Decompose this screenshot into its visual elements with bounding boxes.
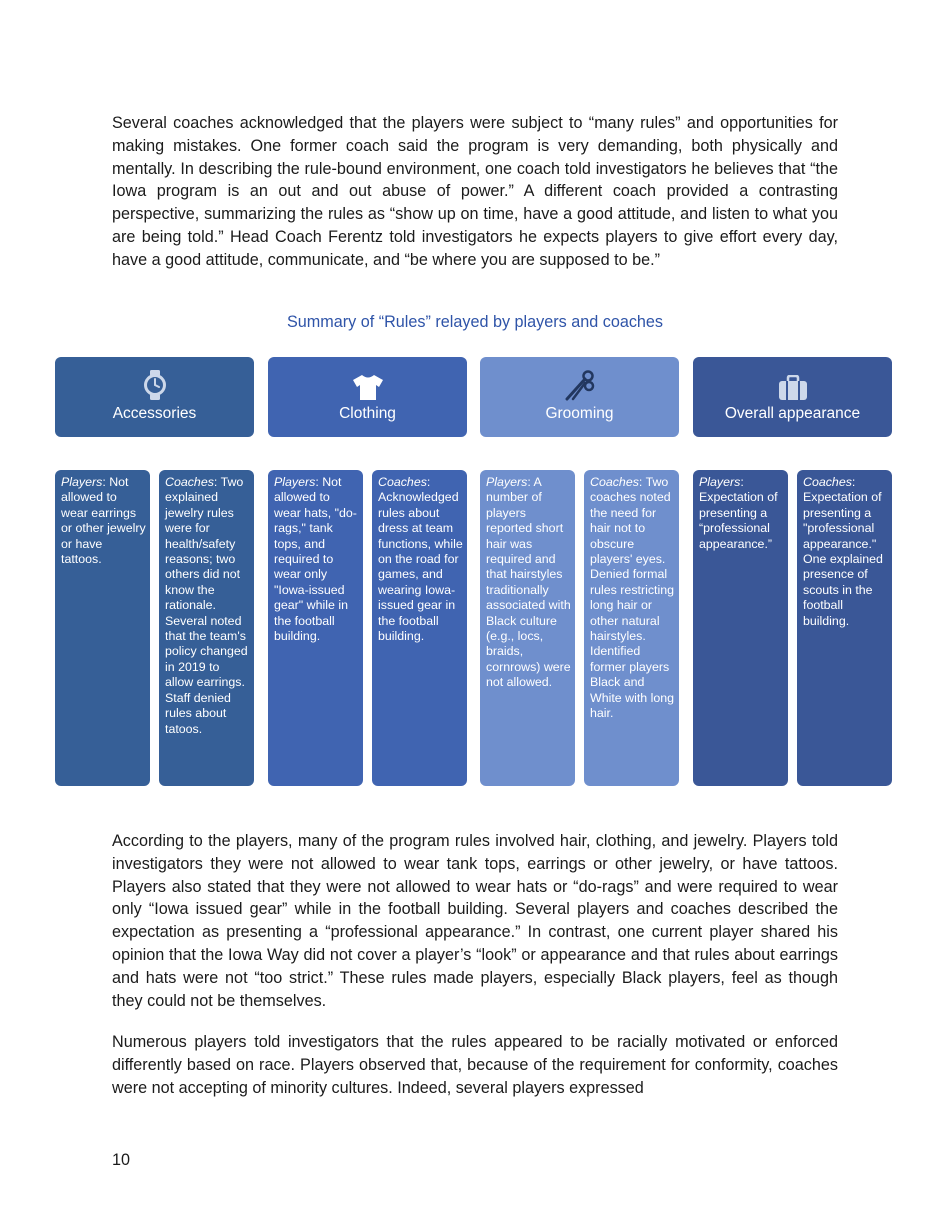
category-label: Grooming	[545, 405, 614, 422]
category-label: Clothing	[339, 405, 396, 422]
overall-appearance-coaches-card: Coaches: Expectation of presenting a "professional appearance." One explained presence of scouts in the football building.	[797, 470, 892, 786]
clothing-players-card: Players: Not allowed to wear hats, "do-rags," tank tops, and required to wear only "Iowa-issued gear" while in the football building.	[268, 470, 363, 786]
category-label: Overall appearance	[724, 405, 861, 422]
body-paragraph: According to the players, many of the program rules involved hair, clothing, and jewelry. Players told investigators they were not allowed to wear tank tops, earrings or other jewelry, or have tattoos. Players also stated that they were not allowed to wear hats or “do-rags” and were required to wear only “Iowa issued gear” while in the football building. Several players and coaches described the expectation as presenting a “professional appearance.” In contrast, one current player shared his opinion that the Iowa Way did not cover a player’s “look” or appearance and that rules about earrings and hats were not “too strict.” These rules made players, especially Black players, feel as though they could not be themselves.	[112, 832, 838, 1010]
category-header-clothing	[268, 357, 467, 437]
tshirt-icon	[351, 371, 385, 401]
accessories-coaches-card: Coaches: Two explained jewelry rules were for health/safety reasons; two others did not know the rationale. Several noted that the team's policy changed in 2019 to allow earrings. Staff denied rules about tatoos.	[159, 470, 254, 786]
overall-appearance-players-card: Players: Expectation of presenting a “professional appearance.”	[693, 470, 788, 786]
grooming-coaches-card: Coaches: Two coaches noted the need for hair not to obscure players' eyes. Denied formal rules restricting long hair or other natural hairstyles. Identified former players Black and White with long hair.	[584, 470, 679, 786]
page-number: 10	[112, 1151, 131, 1169]
diagram-title: Summary of “Rules” relayed by players and coaches	[286, 313, 664, 331]
clothing-coaches-card: Coaches: Acknowledged rules about dress at team functions, while on the road for games, and wearing Iowa-issued gear in the football building.	[372, 470, 467, 786]
scissors-icon	[563, 371, 597, 401]
accessories-players-card: Players: Not allowed to wear earrings or other jewelry or have tattoos.	[55, 470, 150, 786]
watch-icon	[143, 371, 167, 401]
category-header-accessories	[55, 357, 254, 437]
intro-paragraph: Several coaches acknowledged that the players were subject to “many rules” and opportunities for making mistakes. One former coach said the program is very demanding, both physically and mentally. In describing the rule-bound environment, one coach told investigators he believes that “the Iowa program is an out and out abuse of power.” A different coach provided a contrasting perspective, summarizing the rules as “show up on time, have a good attitude, and listen to what you are being told.” Head Coach Ferentz told investigators he expects players to give effort every day, have a good attitude, communicate, and “be where you are supposed to be.”	[112, 114, 838, 269]
category-header-grooming	[480, 357, 679, 437]
grooming-players-card: Players: A number of players reported short hair was required and that hairstyles traditionally associated with Black culture (e.g., locs, braids, cornrows) were not allowed.	[480, 470, 575, 786]
category-label: Accessories	[112, 405, 197, 422]
category-header-overall-appearance	[693, 357, 892, 437]
body-paragraph: Numerous players told investigators that the rules appeared to be racially motivated or enforced differently based on race. Players observed that, because of the requirement for conformity, coaches were not accepting of minority cultures. Indeed, several players expressed	[112, 1033, 838, 1097]
briefcase-icon	[778, 371, 808, 401]
